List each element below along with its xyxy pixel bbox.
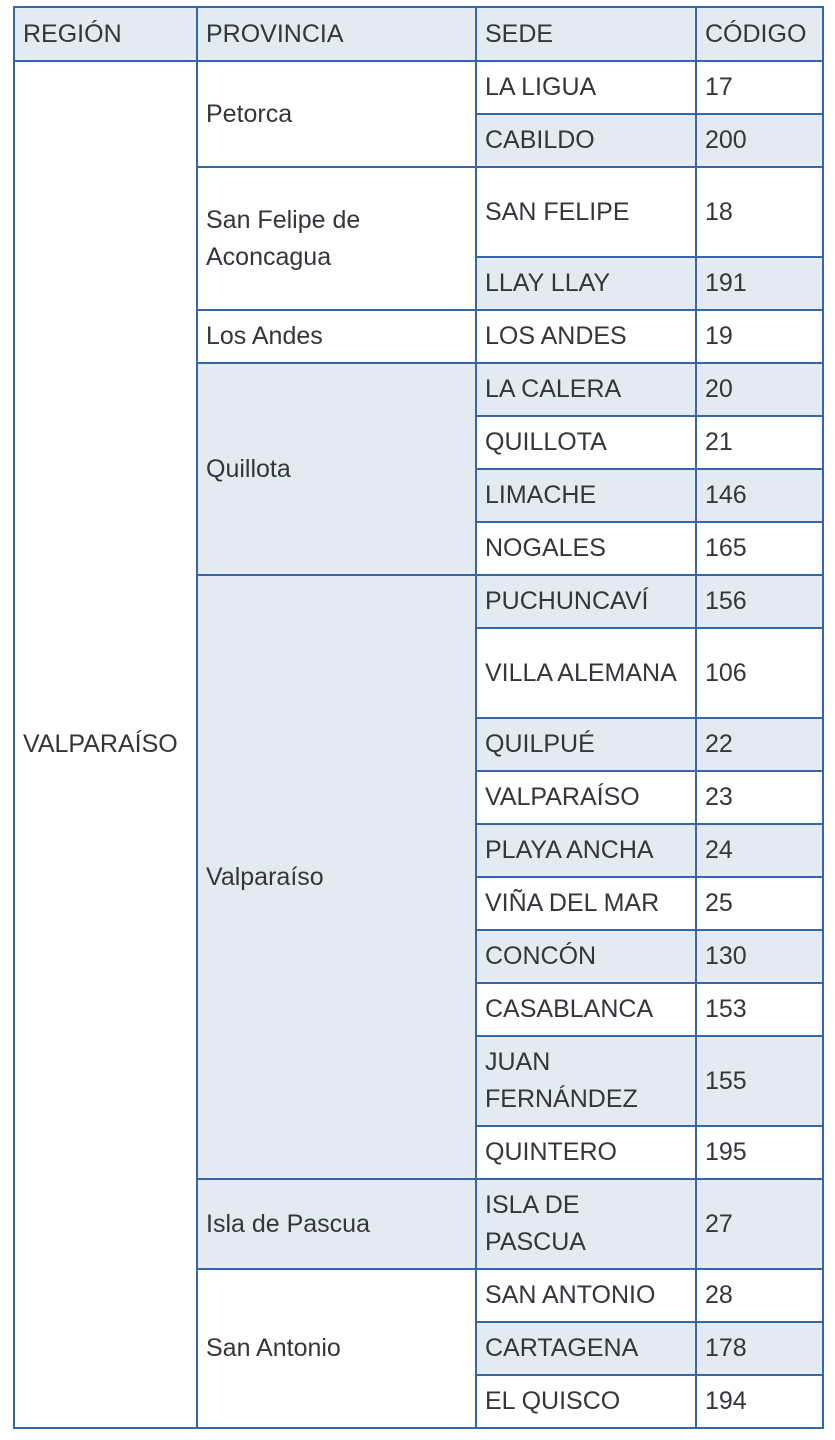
code-cell: 191	[696, 257, 823, 310]
sede-cell: ISLA DE PASCUA	[476, 1179, 696, 1269]
sede-cell: VILLA ALEMANA	[476, 628, 696, 718]
code-cell: 18	[696, 167, 823, 257]
code-cell: 200	[696, 114, 823, 167]
code-cell: 23	[696, 771, 823, 824]
code-cell: 106	[696, 628, 823, 718]
code-cell: 25	[696, 877, 823, 930]
code-cell: 19	[696, 310, 823, 363]
code-cell: 178	[696, 1322, 823, 1375]
sede-cell: SAN FELIPE	[476, 167, 696, 257]
code-cell: 194	[696, 1375, 823, 1428]
code-cell: 165	[696, 522, 823, 575]
code-cell: 130	[696, 930, 823, 983]
header-row	[14, 7, 823, 61]
province-cell: San Antonio	[197, 1269, 476, 1428]
province-cell: Isla de Pascua	[197, 1179, 476, 1269]
sede-cell: LA LIGUA	[476, 61, 696, 114]
header-codigo: CÓDIGO	[696, 7, 823, 61]
code-cell: 156	[696, 575, 823, 628]
code-cell: 21	[696, 416, 823, 469]
province-cell: Quillota	[197, 363, 476, 575]
table-row	[14, 61, 823, 114]
code-cell: 17	[696, 61, 823, 114]
province-cell: Los Andes	[197, 310, 476, 363]
sede-cell: JUAN FERNÁNDEZ	[476, 1036, 696, 1126]
sede-cell: EL QUISCO	[476, 1375, 696, 1428]
sede-cell: PUCHUNCAVÍ	[476, 575, 696, 628]
region-cell: VALPARAÍSO	[14, 61, 197, 1428]
sede-cell: CARTAGENA	[476, 1322, 696, 1375]
sede-cell: PLAYA ANCHA	[476, 824, 696, 877]
code-cell: 27	[696, 1179, 823, 1269]
code-cell: 146	[696, 469, 823, 522]
sede-cell: LOS ANDES	[476, 310, 696, 363]
sede-cell: SAN ANTONIO	[476, 1269, 696, 1322]
sede-cell: VIÑA DEL MAR	[476, 877, 696, 930]
sede-cell: QUINTERO	[476, 1126, 696, 1179]
code-cell: 28	[696, 1269, 823, 1322]
sede-cell: LLAY LLAY	[476, 257, 696, 310]
sede-cell: NOGALES	[476, 522, 696, 575]
province-cell: Petorca	[197, 61, 476, 167]
code-cell: 20	[696, 363, 823, 416]
sede-cell: VALPARAÍSO	[476, 771, 696, 824]
sede-cell: QUILPUÉ	[476, 718, 696, 771]
sedes-table	[13, 6, 824, 1429]
code-cell: 155	[696, 1036, 823, 1126]
sede-cell: QUILLOTA	[476, 416, 696, 469]
sede-cell: LIMACHE	[476, 469, 696, 522]
code-cell: 153	[696, 983, 823, 1036]
code-cell: 22	[696, 718, 823, 771]
code-cell: 195	[696, 1126, 823, 1179]
sede-cell: CABILDO	[476, 114, 696, 167]
header-sede: SEDE	[476, 7, 696, 61]
sede-cell: LA CALERA	[476, 363, 696, 416]
header-provincia: PROVINCIA	[197, 7, 476, 61]
province-cell: San Felipe de Aconcagua	[197, 167, 476, 310]
sede-cell: CONCÓN	[476, 930, 696, 983]
table-body	[14, 61, 823, 1428]
province-cell: Valparaíso	[197, 575, 476, 1179]
code-cell: 24	[696, 824, 823, 877]
sede-cell: CASABLANCA	[476, 983, 696, 1036]
header-region: REGIÓN	[14, 7, 197, 61]
